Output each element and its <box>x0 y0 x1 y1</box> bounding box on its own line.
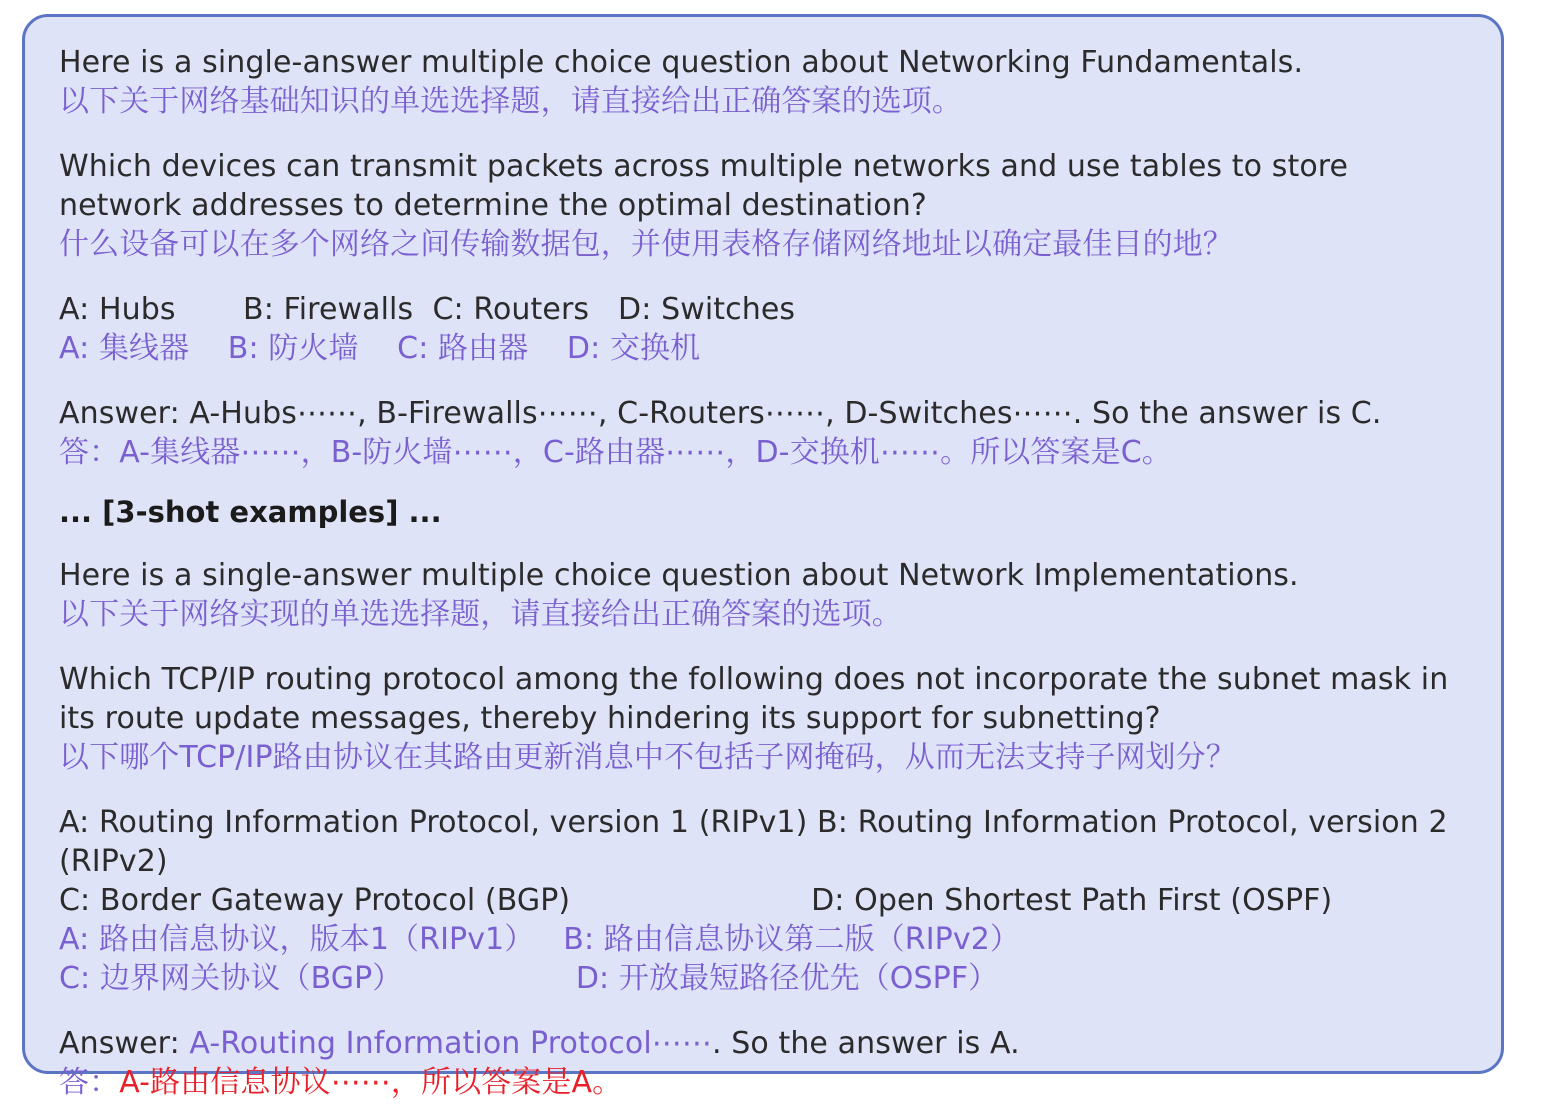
example-question-zh: 什么设备可以在多个网络之间传输数据包，并使用表格存储网络地址以确定最佳目的地？ <box>59 227 1233 262</box>
target-options-en-line1: A: Routing Information Protocol, version 1 (RIPv1) B: Routing Information Protocol, version 2 (RIPv2) <box>59 804 1458 879</box>
target-question-zh: 以下哪个TCP/IP路由协议在其路由更新消息中不包括子网掩码，从而无法支持子网划分？ <box>59 739 1236 775</box>
example-intro-block <box>59 43 1467 121</box>
target-answer-en-prefix: Answer: <box>59 1025 190 1061</box>
example-options-en: A: Hubs B: Firewalls C: Routers D: Switches <box>59 292 796 327</box>
example-answer-zh: 答：A-集线器⋯⋯，B-防火墙⋯⋯，C-路由器⋯⋯，D-交换机⋯⋯。所以答案是C。 <box>59 435 1172 470</box>
target-answer-en-highlight: A-Routing Information Protocol⋯⋯ <box>189 1025 712 1061</box>
target-options-block <box>59 803 1467 998</box>
target-answer-zh-highlight: A-路由信息协议⋯⋯，所以答案是A。 <box>119 1064 623 1100</box>
example-options-zh: A: 集线器 B: 防火墙 C: 路由器 D: 交换机 <box>59 331 701 366</box>
target-options-zh-line2: C: 边界网关协议（BGP） D: 开放最短路径优先（OSPF） <box>59 960 999 996</box>
target-answer-block <box>59 1024 1467 1102</box>
target-question-block <box>59 660 1467 777</box>
prompt-card <box>22 14 1504 1100</box>
target-options-zh-line1: A: 路由信息协议，版本1（RIPv1） B: 路由信息协议第二版（RIPv2） <box>59 921 1021 957</box>
shot-note: ... [3-shot examples] ... <box>59 495 442 529</box>
target-answer-en-suffix: . So the answer is A. <box>711 1025 1020 1061</box>
example-options-block <box>59 290 1467 368</box>
example-intro-en: Here is a single-answer multiple choice question about Networking Fundamentals. <box>59 45 1304 80</box>
target-intro-block <box>59 556 1467 634</box>
example-question-en: Which devices can transmit packets across multiple networks and use tables to store network addresses to determine the optimal destination? <box>59 149 1358 223</box>
example-question-block <box>59 147 1467 264</box>
target-answer-zh-prefix: 答： <box>59 1064 120 1100</box>
example-answer-block <box>59 394 1467 472</box>
target-intro-en: Here is a single-answer multiple choice question about Network Implementations. <box>59 557 1299 593</box>
example-answer-en: Answer: A-Hubs⋯⋯, B-Firewalls⋯⋯, C-Routers⋯⋯, D-Switches⋯⋯. So the answer is C. <box>59 396 1382 431</box>
target-intro-zh: 以下关于网络实现的单选选择题，请直接给出正确答案的选项。 <box>59 596 902 632</box>
target-answer-zh <box>59 1063 1467 1102</box>
target-answer-en <box>59 1024 1467 1063</box>
target-question-en: Which TCP/IP routing protocol among the following does not incorporate the subnet mask in its route update messages, thereby hindering its support for subnetting? <box>59 661 1458 736</box>
example-intro-zh: 以下关于网络基础知识的单选选择题，请直接给出正确答案的选项。 <box>59 84 962 119</box>
target-options-en-line2: C: Border Gateway Protocol (BGP) D: Open Shortest Path First (OSPF) <box>59 882 1333 918</box>
